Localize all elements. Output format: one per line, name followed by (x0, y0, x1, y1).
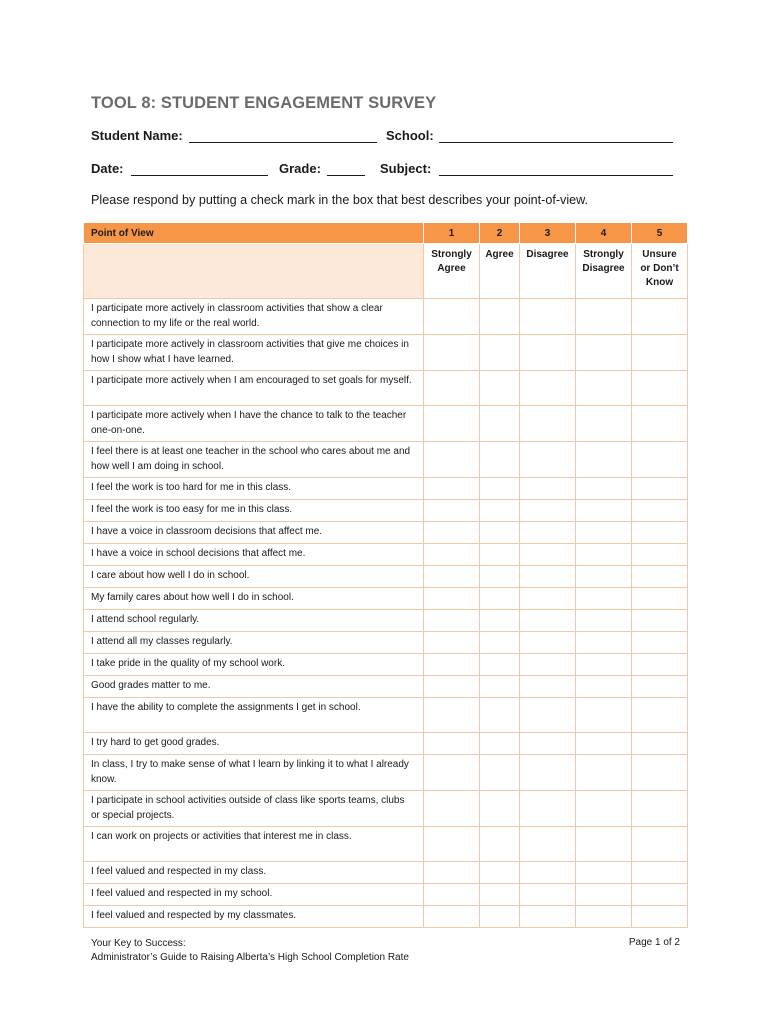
scale-label-line: Strongly (583, 249, 624, 260)
statement-text: I take pride in the quality of my school work. (84, 654, 424, 676)
response-checkbox-4[interactable] (576, 566, 632, 588)
response-checkbox-3[interactable] (520, 588, 576, 610)
response-checkbox-2[interactable] (480, 478, 520, 500)
response-checkbox-5[interactable] (632, 632, 688, 654)
response-checkbox-5[interactable] (632, 442, 688, 478)
response-checkbox-4[interactable] (576, 755, 632, 791)
response-checkbox-4[interactable] (576, 478, 632, 500)
response-checkbox-3[interactable] (520, 676, 576, 698)
response-checkbox-4[interactable] (576, 335, 632, 371)
response-checkbox-5[interactable] (632, 884, 688, 906)
table-header-row (84, 223, 688, 244)
response-checkbox-2[interactable] (480, 335, 520, 371)
statement-text: I participate more actively when I have the chance to talk to the teacher one-on-one. (84, 406, 424, 442)
response-checkbox-3[interactable] (520, 827, 576, 862)
statement-text: I participate more actively when I am encouraged to set goals for myself. (84, 371, 424, 406)
response-checkbox-3[interactable] (520, 884, 576, 906)
response-checkbox-1[interactable] (424, 632, 480, 654)
response-checkbox-2[interactable] (480, 862, 520, 884)
response-checkbox-2[interactable] (480, 698, 520, 733)
table-row (84, 862, 688, 884)
scale-label-line: Disagree (526, 249, 569, 260)
statement-text: I can work on projects or activities that interest me in class. (84, 827, 424, 862)
table-row (84, 733, 688, 755)
response-checkbox-4[interactable] (576, 906, 632, 928)
table-row (84, 588, 688, 610)
instructions-text: Please respond by putting a check mark in the box that best describes your point-of-view. (91, 193, 589, 207)
response-checkbox-1[interactable] (424, 406, 480, 442)
scale-label-line: Agree (437, 263, 466, 274)
table-row (84, 827, 688, 862)
response-checkbox-1[interactable] (424, 906, 480, 928)
response-checkbox-1[interactable] (424, 371, 480, 406)
table-row (84, 676, 688, 698)
subject-label: Subject: (380, 161, 432, 176)
response-checkbox-2[interactable] (480, 884, 520, 906)
table-row (84, 299, 688, 335)
scale-label-disagree (520, 244, 576, 299)
response-checkbox-5[interactable] (632, 676, 688, 698)
response-checkbox-1[interactable] (424, 588, 480, 610)
response-checkbox-3[interactable] (520, 522, 576, 544)
statement-text: I feel the work is too hard for me in this class. (84, 478, 424, 500)
table-row (84, 566, 688, 588)
table-row (84, 500, 688, 522)
response-checkbox-2[interactable] (480, 906, 520, 928)
response-checkbox-1[interactable] (424, 335, 480, 371)
scale-label-agree (480, 244, 520, 299)
statement-text: I have the ability to complete the assignments I get in school. (84, 698, 424, 733)
response-checkbox-4[interactable] (576, 676, 632, 698)
statement-text: I participate more actively in classroom activities that show a clear connection to my life or the real world. (84, 299, 424, 335)
scale-label-line: or Don’t (640, 263, 679, 274)
response-checkbox-5[interactable] (632, 698, 688, 733)
response-checkbox-3[interactable] (520, 698, 576, 733)
response-checkbox-5[interactable] (632, 862, 688, 884)
page-number: Page 1 of 2 (628, 937, 680, 948)
response-checkbox-3[interactable] (520, 654, 576, 676)
response-checkbox-5[interactable] (632, 544, 688, 566)
response-checkbox-3[interactable] (520, 791, 576, 827)
response-checkbox-2[interactable] (480, 566, 520, 588)
response-checkbox-3[interactable] (520, 335, 576, 371)
response-checkbox-5[interactable] (632, 610, 688, 632)
response-checkbox-1[interactable] (424, 827, 480, 862)
footer-line-2: Administrator’s Guide to Raising Alberta’s High School Completion Rate (91, 952, 409, 963)
school-label: School: (386, 128, 434, 143)
table-row (84, 610, 688, 632)
response-checkbox-5[interactable] (632, 566, 688, 588)
student-name-field[interactable] (189, 128, 377, 143)
table-row (84, 544, 688, 566)
table-row (84, 406, 688, 442)
statement-text: I feel there is at least one teacher in the school who cares about me and how well I am doing in school. (84, 442, 424, 478)
scale-number-2: 2 (480, 223, 520, 244)
response-checkbox-1[interactable] (424, 733, 480, 755)
response-checkbox-3[interactable] (520, 544, 576, 566)
response-checkbox-5[interactable] (632, 654, 688, 676)
response-checkbox-1[interactable] (424, 862, 480, 884)
response-checkbox-1[interactable] (424, 544, 480, 566)
statement-text: I feel valued and respected by my classmates. (84, 906, 424, 928)
survey-title: TOOL 8: STUDENT ENGAGEMENT SURVEY (91, 94, 437, 112)
blank-cell (84, 244, 424, 299)
response-checkbox-4[interactable] (576, 299, 632, 335)
response-checkbox-3[interactable] (520, 478, 576, 500)
response-checkbox-2[interactable] (480, 610, 520, 632)
table-row (84, 442, 688, 478)
school-field[interactable] (439, 128, 673, 143)
response-checkbox-5[interactable] (632, 500, 688, 522)
response-checkbox-1[interactable] (424, 566, 480, 588)
response-checkbox-2[interactable] (480, 406, 520, 442)
response-checkbox-2[interactable] (480, 522, 520, 544)
response-checkbox-1[interactable] (424, 755, 480, 791)
table-row (84, 755, 688, 791)
table-row (84, 335, 688, 371)
response-checkbox-1[interactable] (424, 884, 480, 906)
response-checkbox-1[interactable] (424, 478, 480, 500)
table-row (84, 478, 688, 500)
response-checkbox-3[interactable] (520, 906, 576, 928)
scale-number-4: 4 (576, 223, 632, 244)
response-checkbox-4[interactable] (576, 588, 632, 610)
response-checkbox-1[interactable] (424, 610, 480, 632)
response-checkbox-5[interactable] (632, 733, 688, 755)
response-checkbox-3[interactable] (520, 500, 576, 522)
point-of-view-header: Point of View (84, 223, 424, 244)
response-checkbox-4[interactable] (576, 698, 632, 733)
response-checkbox-5[interactable] (632, 371, 688, 406)
scale-number-3: 3 (520, 223, 576, 244)
table-row (84, 632, 688, 654)
table-row (84, 522, 688, 544)
grade-label: Grade: (279, 161, 321, 176)
response-checkbox-1[interactable] (424, 654, 480, 676)
response-checkbox-1[interactable] (424, 698, 480, 733)
statement-text: I feel valued and respected in my school. (84, 884, 424, 906)
response-checkbox-4[interactable] (576, 862, 632, 884)
response-checkbox-5[interactable] (632, 791, 688, 827)
response-checkbox-3[interactable] (520, 632, 576, 654)
scale-labels-row (84, 244, 688, 299)
response-checkbox-2[interactable] (480, 544, 520, 566)
response-checkbox-2[interactable] (480, 632, 520, 654)
subject-field[interactable] (439, 161, 673, 176)
response-checkbox-3[interactable] (520, 610, 576, 632)
scale-label-unsure (632, 244, 688, 299)
statement-text: I attend school regularly. (84, 610, 424, 632)
response-checkbox-4[interactable] (576, 544, 632, 566)
statement-text: I feel valued and respected in my class. (84, 862, 424, 884)
table-row (84, 654, 688, 676)
response-checkbox-4[interactable] (576, 500, 632, 522)
response-checkbox-5[interactable] (632, 406, 688, 442)
student-name-label: Student Name: (91, 128, 183, 143)
statement-text: I care about how well I do in school. (84, 566, 424, 588)
response-checkbox-5[interactable] (632, 478, 688, 500)
table-row (84, 906, 688, 928)
response-checkbox-2[interactable] (480, 733, 520, 755)
response-checkbox-3[interactable] (520, 733, 576, 755)
response-checkbox-4[interactable] (576, 654, 632, 676)
response-checkbox-4[interactable] (576, 632, 632, 654)
response-checkbox-3[interactable] (520, 442, 576, 478)
date-label: Date: (91, 161, 124, 176)
scale-number-5: 5 (632, 223, 688, 244)
response-checkbox-1[interactable] (424, 299, 480, 335)
response-checkbox-4[interactable] (576, 371, 632, 406)
response-checkbox-4[interactable] (576, 884, 632, 906)
response-checkbox-2[interactable] (480, 371, 520, 406)
response-checkbox-1[interactable] (424, 676, 480, 698)
response-checkbox-3[interactable] (520, 299, 576, 335)
response-checkbox-5[interactable] (632, 299, 688, 335)
statement-text: I try hard to get good grades. (84, 733, 424, 755)
response-checkbox-4[interactable] (576, 406, 632, 442)
response-checkbox-4[interactable] (576, 610, 632, 632)
response-checkbox-3[interactable] (520, 371, 576, 406)
statement-text: I attend all my classes regularly. (84, 632, 424, 654)
scale-label-line: Unsure (642, 249, 677, 260)
response-checkbox-2[interactable] (480, 755, 520, 791)
response-checkbox-2[interactable] (480, 500, 520, 522)
scale-label-strongly-disagree (576, 244, 632, 299)
response-checkbox-2[interactable] (480, 827, 520, 862)
response-checkbox-2[interactable] (480, 588, 520, 610)
response-checkbox-2[interactable] (480, 442, 520, 478)
statement-text: Good grades matter to me. (84, 676, 424, 698)
response-checkbox-5[interactable] (632, 335, 688, 371)
statement-text: I participate in school activities outside of class like sports teams, clubs or special projects. (84, 791, 424, 827)
response-checkbox-5[interactable] (632, 906, 688, 928)
scale-label-strongly-agree (424, 244, 480, 299)
response-checkbox-4[interactable] (576, 827, 632, 862)
grade-field[interactable] (327, 161, 365, 176)
response-checkbox-3[interactable] (520, 406, 576, 442)
response-checkbox-5[interactable] (632, 827, 688, 862)
response-checkbox-2[interactable] (480, 654, 520, 676)
response-checkbox-3[interactable] (520, 862, 576, 884)
response-checkbox-4[interactable] (576, 733, 632, 755)
date-field[interactable] (131, 161, 268, 176)
response-checkbox-5[interactable] (632, 755, 688, 791)
response-checkbox-4[interactable] (576, 522, 632, 544)
response-checkbox-4[interactable] (576, 791, 632, 827)
survey-table (83, 222, 688, 928)
response-checkbox-1[interactable] (424, 442, 480, 478)
response-checkbox-2[interactable] (480, 676, 520, 698)
statement-text: My family cares about how well I do in school. (84, 588, 424, 610)
response-checkbox-1[interactable] (424, 500, 480, 522)
statement-text: I have a voice in school decisions that affect me. (84, 544, 424, 566)
response-checkbox-4[interactable] (576, 442, 632, 478)
response-checkbox-5[interactable] (632, 588, 688, 610)
response-checkbox-3[interactable] (520, 566, 576, 588)
scale-number-1: 1 (424, 223, 480, 244)
footer-line-1: Your Key to Success: (91, 938, 186, 949)
footer-left (91, 937, 409, 965)
table-row (84, 884, 688, 906)
response-checkbox-1[interactable] (424, 522, 480, 544)
table-row (84, 698, 688, 733)
statement-text: In class, I try to make sense of what I learn by linking it to what I already know. (84, 755, 424, 791)
scale-label-line: Disagree (582, 263, 625, 274)
scale-label-line: Know (645, 277, 674, 288)
response-checkbox-1[interactable] (424, 791, 480, 827)
response-checkbox-5[interactable] (632, 522, 688, 544)
statement-text: I participate more actively in classroom activities that give me choices in how I show what I have learned. (84, 335, 424, 371)
table-row (84, 371, 688, 406)
response-checkbox-2[interactable] (480, 791, 520, 827)
statement-text: I have a voice in classroom decisions that affect me. (84, 522, 424, 544)
scale-label-line: Strongly (431, 249, 472, 260)
statement-text: I feel the work is too easy for me in this class. (84, 500, 424, 522)
table-row (84, 791, 688, 827)
response-checkbox-3[interactable] (520, 755, 576, 791)
scale-label-line: Agree (485, 249, 514, 260)
response-checkbox-2[interactable] (480, 299, 520, 335)
